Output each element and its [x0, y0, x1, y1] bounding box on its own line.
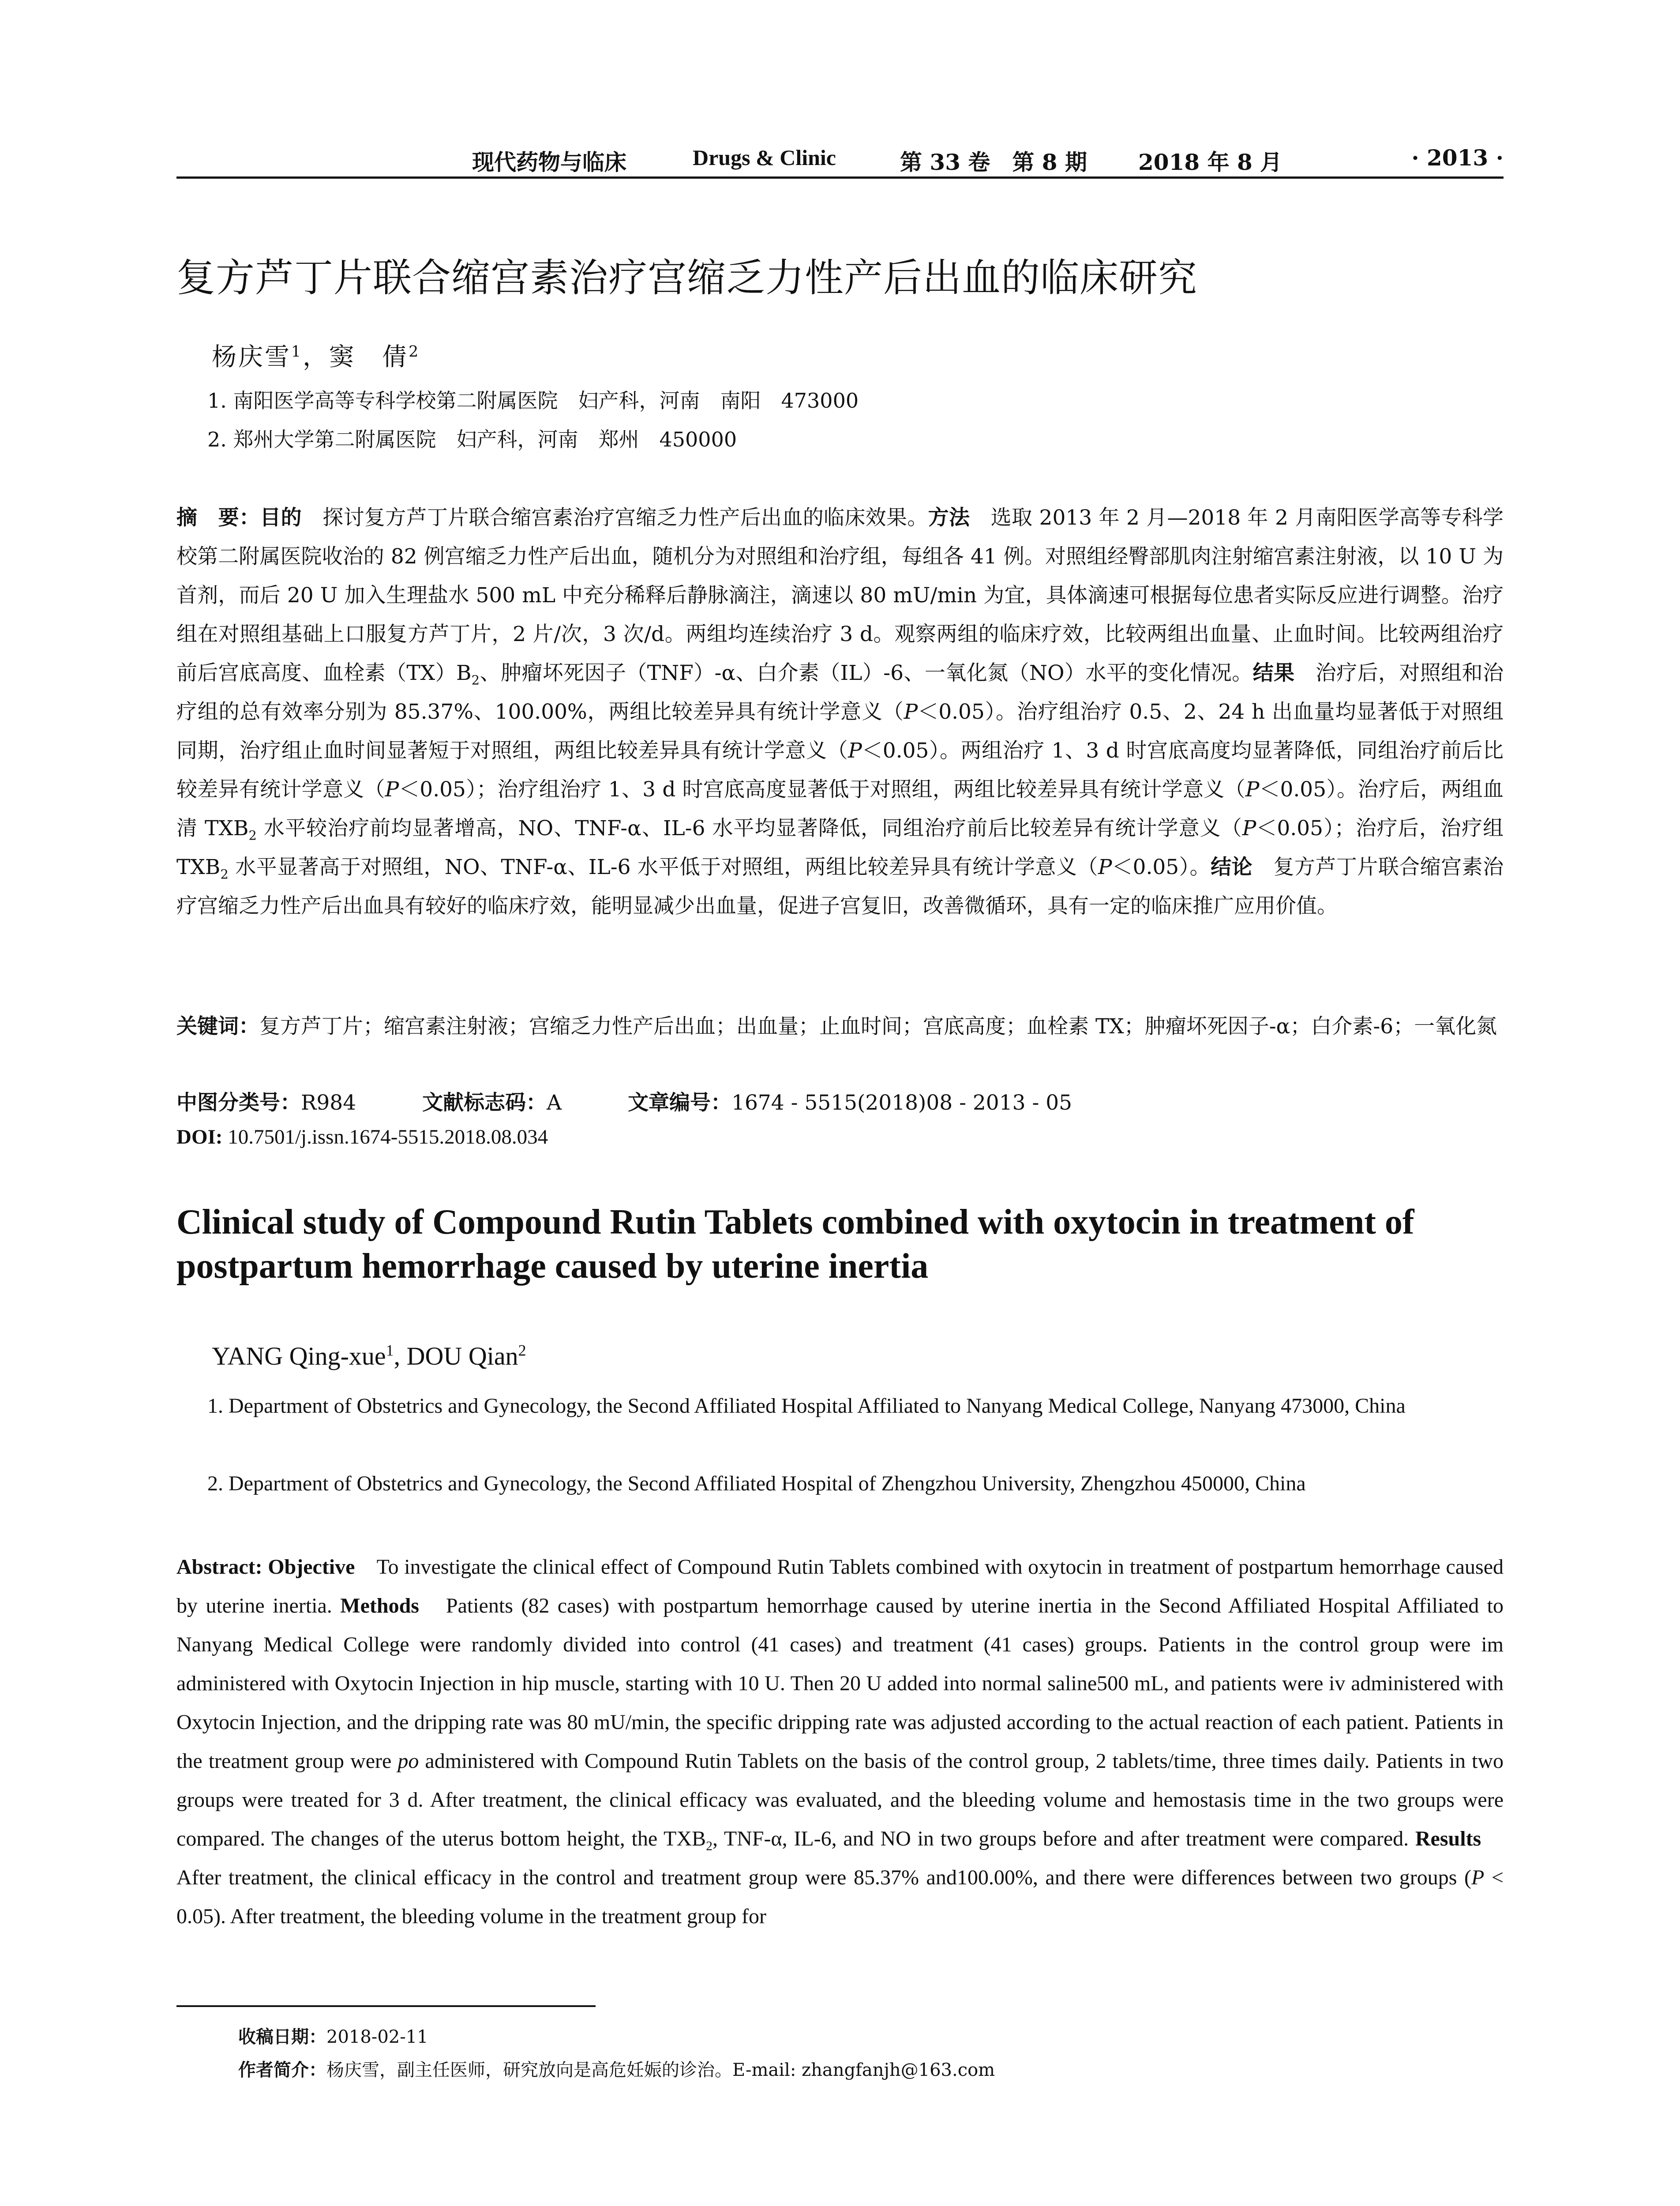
- english-abstract: [176, 1548, 1504, 1936]
- objective-label: 目的: [260, 506, 302, 530]
- english-affiliation-1: [207, 1386, 1504, 1426]
- issue-date: 2018 年 8 月: [1138, 149, 1282, 175]
- p-value-symbol: P: [1242, 816, 1256, 840]
- author-name: 杨庆雪: [212, 343, 291, 371]
- chinese-affiliation-2: 2. 郑州大学第二附属医院 妇产科，河南 郑州 450000: [207, 428, 737, 451]
- english-authors: [212, 1341, 526, 1371]
- doi-value: 10.7501/j.issn.1674-5515.2018.08.034: [222, 1126, 548, 1148]
- running-header: [176, 140, 1504, 176]
- methods-label: Methods: [340, 1594, 419, 1617]
- subscript: 2: [248, 828, 257, 843]
- footnote-rule: [176, 2005, 596, 2007]
- methods-text: 、肿瘤坏死因子（TNF）-α、白介素（IL）-6、一氧化氮（NO）水平的变化情况。: [480, 661, 1253, 685]
- keywords: [176, 1007, 1504, 1046]
- methods-text: Patients (82 cases) with postpartum hemorrhage caused by uterine inertia in the Second Affiliated Hospital Affiliated to Nanyang Medical College were randomly divided into control (41 cases) and treatment (41 cases) groups. Patients in the control group were im administered with Oxytocin Injection in hip muscle, starting with 10 U. Then 20 U added into normal saline500 mL, and patients were iv administered with Oxytocin Injection, and the dripping rate was 80 mU/min, the specific dripping rate was adjusted according to the actual reaction of each patient. Patients in the treatment group were: [176, 1594, 1504, 1773]
- author-name: YANG Qing-xue: [212, 1342, 386, 1370]
- results-text: 水平较治疗前均显著增高，NO、TNF-α、IL-6 水平均显著降低，同组治疗前后比较差异有统计学意义（: [256, 816, 1242, 840]
- p-value-symbol: P: [1471, 1866, 1485, 1889]
- journal-name-cn: 现代药物与临床: [472, 149, 626, 175]
- results-text: < 0.05). After treatment, the bleeding volume in the treatment group for: [176, 1866, 1504, 1928]
- results-label: Results: [1415, 1827, 1481, 1850]
- affiliation-text: 1. Department of Obstetrics and Gynecology, the Second Affiliated Hospital Affiliated to Nanyang Medical College, Nanyang 473000, China: [207, 1394, 1406, 1418]
- doc-code-label: 文献标志码：: [422, 1091, 547, 1115]
- clc-label: 中图分类号：: [176, 1091, 301, 1115]
- affiliation-mark: 1: [291, 343, 303, 361]
- methods-text: administered with Compound Rutin Tablets on the basis of the control group, 2 tablets/time, three times daily. Patients in two groups were treated for 3 d. After treatment, the clinical efficacy was evaluated, and the bleeding volume and hemostasis time in the two groups were compared. The changes of the uterus bottom height, the TXB: [176, 1749, 1504, 1850]
- results-text: ＜0.05）。: [1112, 855, 1211, 879]
- conclusion-label: 结论: [1211, 855, 1252, 879]
- article-no-value: 1674 - 5515(2018)08 - 2013 - 05: [731, 1091, 1072, 1115]
- results-text: 水平显著高于对照组，NO、TNF-α、IL-6 水平低于对照组，两组比较差异具有统计学意义（: [228, 855, 1098, 879]
- affiliation-mark: 2: [409, 343, 420, 361]
- conclusion-text: 复方芦丁片联合缩宫素治疗宫缩乏力性产后出血具有较好的临床疗效，能明显减少出血量，促进子宫复旧，改善微循环，具有一定的临床推广应用价值。: [176, 855, 1504, 918]
- doi-line: [176, 1125, 548, 1149]
- methods-text: , TNF-α, IL-6, and NO in two groups before and after treatment were compared.: [712, 1827, 1415, 1850]
- journal-name-en: Drugs & Clinic: [693, 145, 836, 170]
- header-rule: [176, 176, 1504, 179]
- objective-text: 探讨复方芦丁片联合缩宫素治疗宫缩乏力性产后出血的临床效果。: [301, 506, 928, 530]
- author-name: DOU Qian: [406, 1342, 518, 1370]
- page-number: · 2013 ·: [1411, 145, 1504, 171]
- results-text: 治疗后，对照组和治疗组的总有效率分别为 85.37%、100.00%，两组比较差异具有统计学意义（: [176, 661, 1504, 724]
- clc-value: R984: [301, 1091, 356, 1115]
- results-text: ＜0.05）。治疗后，两组血清 TXB: [176, 777, 1504, 840]
- bio-label: 作者简介：: [238, 2060, 326, 2080]
- results-text: ＜0.05）；治疗后，治疗组 TXB: [176, 816, 1504, 879]
- received-value: 2018-02-11: [326, 2027, 428, 2047]
- methods-label: 方法: [928, 506, 970, 530]
- author-separator: ,: [394, 1342, 407, 1370]
- subscript: 2: [471, 672, 480, 688]
- p-value-symbol: P: [1098, 855, 1112, 879]
- keywords-label: 关键词：: [176, 1014, 259, 1039]
- methods-text: 选取 2013 年 2 月—2018 年 2 月南阳医学高等专科学校第二附属医院收治的 82 例宫缩乏力性产后出血，随机分为对照组和治疗组，每组各 41 例。对照组经臀部肌肉注射缩宫素注射液，以 10 U 为首剂，而后 20 U 加入生理盐水 500 mL 中充分稀释后静脉滴注，滴速以 80 mU/min 为宜，具体滴速可根据每位患者实际反应进行调整。治疗组在对照组基础上口服复方芦丁片，2 片/次，3 次/d。两组均连续治疗 3 d。观察两组的临床疗效，比较两组出血量、止血时间。比较两组治疗前后宫底高度、血栓素（TX）B: [176, 506, 1504, 685]
- doc-code-value: A: [547, 1091, 562, 1115]
- author-bio-note: [238, 2056, 995, 2081]
- received-label: 收稿日期：: [238, 2027, 326, 2047]
- chinese-affiliation-1: 1. 南阳医学高等专科学校第二附属医院 妇产科，河南 南阳 473000: [207, 389, 859, 413]
- results-text: ＜0.05）。两组治疗 1、3 d 时宫底高度均显著降低，同组治疗前后比较差异有统计学意义（: [176, 739, 1504, 802]
- abstract-label: 摘 要：: [176, 506, 260, 530]
- p-value-symbol: P: [1245, 777, 1260, 802]
- volume-issue: 第 33 卷 第 8 期: [900, 149, 1087, 175]
- abstract-label: Abstract: Objective: [176, 1555, 355, 1579]
- subscript: 2: [706, 1838, 712, 1853]
- received-date-note: [238, 2023, 428, 2048]
- p-value-symbol: P: [385, 777, 399, 802]
- article-no-label: 文章编号：: [628, 1091, 732, 1115]
- author-name: 窦 倩: [329, 343, 409, 371]
- english-affiliation-2: 2. Department of Obstetrics and Gynecology, the Second Affiliated Hospital of Zhengzhou University, Zhengzhou 450000, China: [207, 1472, 1306, 1495]
- p-value-symbol: P: [848, 739, 862, 763]
- po-abbrev: po: [398, 1749, 419, 1773]
- objective-text: To investigate the clinical effect of Compound Rutin Tablets combined with oxytocin in treatment of postpartum hemorrhage caused by uterine inertia.: [176, 1555, 1504, 1617]
- chinese-authors: [212, 338, 420, 373]
- affiliation-mark: 1: [386, 1341, 394, 1359]
- p-value-symbol: P: [904, 700, 918, 724]
- results-text: ＜0.05）；治疗组治疗 1、3 d 时宫底高度显著低于对照组，两组比较差异具有统计学意义（: [399, 777, 1245, 802]
- english-title: Clinical study of Compound Rutin Tablets combined with oxytocin in treatment of postpartum hemorrhage caused by uterine inertia: [176, 1203, 1414, 1286]
- chinese-abstract: [176, 499, 1504, 926]
- bio-text: 杨庆雪，副主任医师，研究放向是高危妊娠的诊治。E-mail: zhangfanjh@163.com: [326, 2060, 995, 2080]
- doi-label: DOI:: [176, 1126, 223, 1148]
- author-separator: ，: [303, 343, 330, 371]
- results-text: After treatment, the clinical efficacy in the control and treatment group were 85.37% and100.00%, and there were differences between two groups (: [176, 1827, 1504, 1889]
- affiliation-mark: 2: [518, 1341, 526, 1359]
- results-text: ＜0.05）。治疗组治疗 0.5、2、24 h 出血量均显著低于对照组同期，治疗组止血时间显著短于对照组，两组比较差异具有统计学意义（: [176, 700, 1504, 763]
- subscript: 2: [220, 867, 229, 882]
- keywords-text: 复方芦丁片；缩宫素注射液；宫缩乏力性产后出血；出血量；止血时间；宫底高度；血栓素 TX；肿瘤坏死因子-α；白介素-6；一氧化氮: [259, 1014, 1497, 1039]
- chinese-title: 复方芦丁片联合缩宫素治疗宫缩乏力性产后出血的临床研究: [176, 255, 1198, 300]
- results-label: 结果: [1252, 661, 1295, 685]
- classification-line: [176, 1086, 1072, 1116]
